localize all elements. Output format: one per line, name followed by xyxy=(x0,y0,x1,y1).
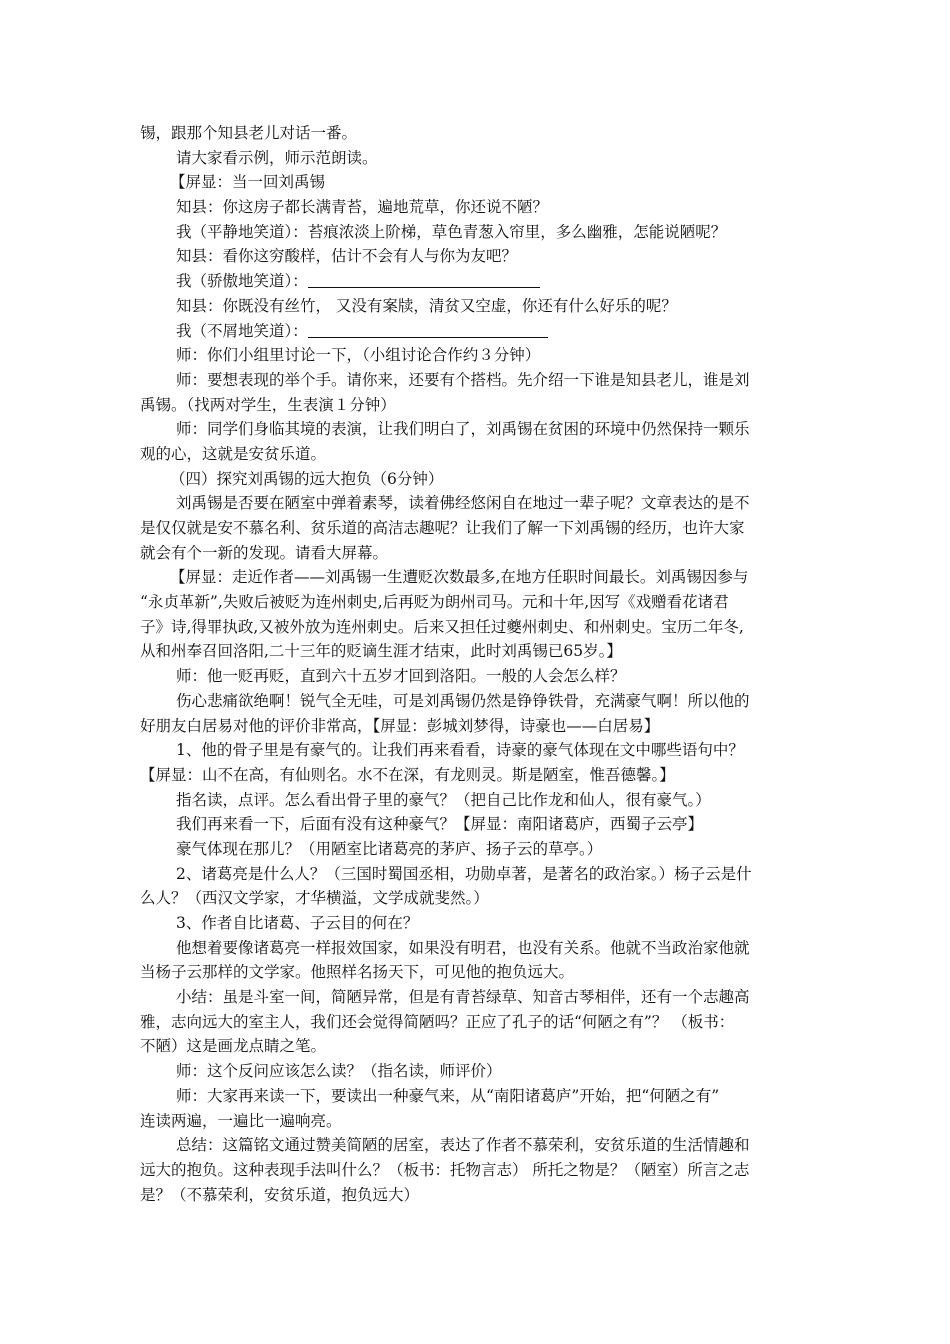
text-line: 师：大家再来读一下，要读出一种豪气来，从“南阳诸葛庐”开始，把“何陋之有” xyxy=(176,1086,720,1105)
text-line: 师：你们小组里讨论一下，（小组讨论合作约３分钟） xyxy=(176,346,541,365)
speaker-label: 我（不屑地笑道）： xyxy=(176,321,308,340)
text-line: 不陋）这是画龙点睛之笔。 xyxy=(140,1037,327,1056)
text-line: 【屏显：当一回刘禹锡 xyxy=(170,173,326,192)
text-line: 3、作者自比诸葛、子云目的何在？ xyxy=(176,914,419,932)
text-line: 我（平静地笑道）：苔痕浓淡上阶梯，草色青葱入帘里，多么幽雅，怎能说陋呢？ xyxy=(176,222,727,241)
text-line: 锡，跟那个知县老儿对话一番。 xyxy=(140,124,358,142)
text-line: 【屏显：走近作者——刘禹锡一生遭贬次数最多,在地方任职时间最长。刘禹锡因参与 xyxy=(170,568,749,587)
text-line: 指名读，点评。怎么看出骨子里的豪气？（把自己比作龙和仙人，很有豪气。） xyxy=(176,790,711,809)
fill-in-line xyxy=(140,319,815,344)
text-line: 从和州奉召回洛阳,二十三年的贬谪生涯才结束，此时刘禹锡已65岁。】 xyxy=(140,642,622,661)
text-line: 禹锡。（找两对学生，生表演１分钟） xyxy=(140,395,396,414)
text-line: 是仅仅就是安不慕名利、贫乐道的高洁志趣呢？让我们了解一下刘禹锡的经历，也许大家 xyxy=(140,519,745,537)
text-line: 当杨子云那样的文学家。他照样名扬天下，可见他的抱负远大。 xyxy=(140,963,575,982)
fill-in-line xyxy=(140,269,815,294)
text-line: 是？（不慕荣利，安贫乐道，抱负远大） xyxy=(140,1185,420,1204)
text-line: 子》诗,得罪执政,又被外放为连州刺史。后来又担任过夔州刺史、和州刺史。宝历二年冬, xyxy=(140,617,744,636)
text-line: 刘禹锡是否要在陋室中弹着素琴，读着佛经悠闲自在地过一辈子呢？文章表达的是不 xyxy=(176,494,750,513)
text-line: 么人？（西汉文学家，才华横溢，文学成就斐然。） xyxy=(140,889,489,908)
text-line: 师：同学们身临其境的表演，让我们明白了，刘禹锡在贫困的环境中仍然保持一颗乐 xyxy=(176,420,750,439)
text-line: 豪气体现在那儿？（用陋室比诸葛亮的茅庐、扬子云的草亭。） xyxy=(176,839,603,858)
text-line: 师：要想表现的举个手。请你来，还要有个搭档。先介绍一下谁是知县老儿，谁是刘 xyxy=(176,370,750,389)
text-line: 2、诸葛亮是什么人？（三国时蜀国丞相，功勋卓著，是著名的政治家。）杨子云是什 xyxy=(176,864,752,883)
text-line: 师：这个反问应该怎么读？（指名读，师评价） xyxy=(176,1062,502,1081)
text-line: 连读两遍，一遍比一遍响亮。 xyxy=(140,1111,342,1130)
document-body xyxy=(140,121,815,1207)
text-line: 小结：虽是斗室一间，简陋异常，但是有青苔绿草、知音古琴相伴，还有一个志趣高 xyxy=(176,988,750,1007)
text-line: 我们再来看一下，后面有没有这种豪气？【屏显：南阳诸葛庐，西蜀子云亭】 xyxy=(176,815,704,834)
section-heading: （四）探究刘禹锡的远大抱负（6分钟） xyxy=(170,469,444,488)
text-line: 就会有个一新的发现。请看大屏幕。 xyxy=(140,543,389,562)
text-line: 好朋友白居易对他的评价非常高，【屏显：彭城刘梦得，诗豪也——白居易】 xyxy=(140,716,660,735)
text-line: 远大的抱负。这种表现手法叫什么？（板书：托物言志） 所托之物是？（陋室）所言之志 xyxy=(140,1160,750,1179)
speaker-label: 我（骄傲地笑道）： xyxy=(176,272,308,291)
text-line: 总结：这篇铭文通过赞美简陋的居室，表达了作者不慕荣利，安贫乐道的生活情趣和 xyxy=(176,1136,750,1155)
text-line: 伤心悲痛欲绝啊！锐气全无哇，可是刘禹锡仍然是铮铮铁骨，充满豪气啊！所以他的 xyxy=(176,691,750,710)
text-line: 知县：你这房子都长满青苔，遍地荒草，你还说不陋？ xyxy=(176,198,549,217)
text-line: 师：他一贬再贬，直到六十五岁才回到洛阳。一般的人会怎么样？ xyxy=(176,667,626,686)
answer-blank xyxy=(308,272,540,288)
text-line: 1、他的骨子里是有豪气的。让我们再来看看，诗豪的豪气体现在文中哪些语句中？ xyxy=(176,741,744,760)
text-line: 知县：你既没有丝竹， 又没有案牍，清贫又空虚，你还有什么好乐的呢？ xyxy=(176,296,677,315)
text-line: 请大家看示例，师示范朗读。 xyxy=(176,148,378,167)
text-line: 知县：看你这穷酸样，估计不会有人与你为友吧？ xyxy=(176,247,518,266)
text-line: 雅，志向远大的室主人，我们还会觉得简陋吗？正应了孔子的话“何陋之有”？ （板书： xyxy=(140,1012,735,1031)
answer-blank xyxy=(308,322,548,338)
text-line: 【屏显：山不在高，有仙则名。水不在深，有龙则灵。斯是陋室，惟吾德馨。】 xyxy=(140,765,675,784)
text-line: 他想着要像诸葛亮一样报效国家，如果没有明君，也没有关系。他就不当政治家他就 xyxy=(176,938,750,957)
text-line: “永贞革新”,失败后被贬为连州刺史,后再贬为朗州司马。元和十年,因写《戏赠看花诸君 xyxy=(140,593,729,612)
text-line: 观的心，这就是安贫乐道。 xyxy=(140,444,327,463)
